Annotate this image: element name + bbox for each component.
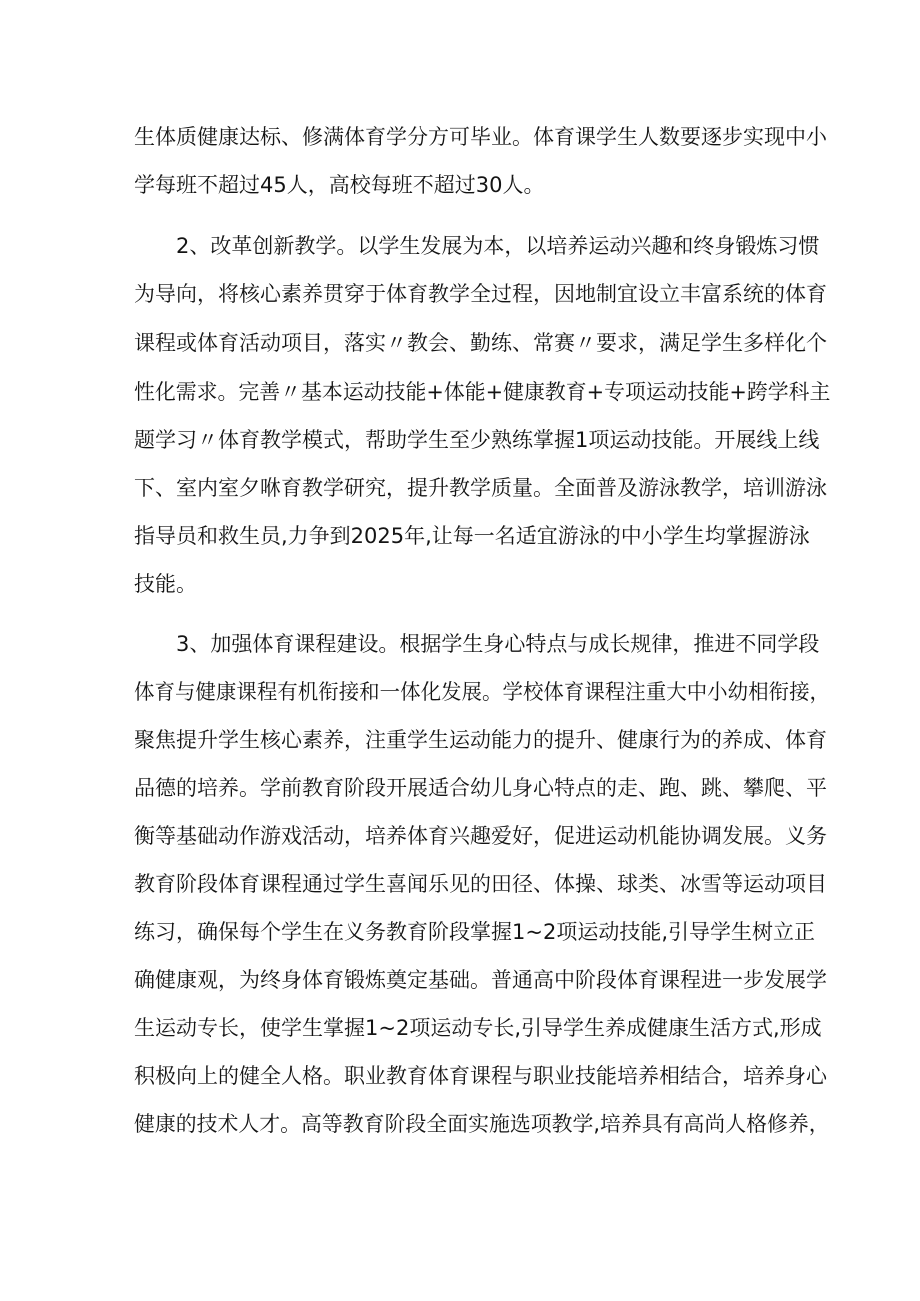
text-line: 积极向上的健全人格。职业教育体育课程与职业技能培养相结合，培养身心 bbox=[134, 1064, 827, 1088]
text-line: 指导员和救生员,力争到2025年,让每一名适宜游泳的中小学生均掌握游泳 bbox=[134, 524, 810, 548]
text-line: 聚焦提升学生核心素养，注重学生运动能力的提升、健康行为的养成、体育 bbox=[134, 728, 827, 752]
text-line: 衡等基础动作游戏活动，培养体育兴趣爱好，促进运动机能协调发展。义务 bbox=[134, 824, 827, 848]
text-line: 生运动专长，使学生掌握1~2项运动专长,引导学生养成健康生活方式,形成 bbox=[134, 1016, 822, 1040]
text-line: 性化需求。完善〃基本运动技能+体能+健康教育+专项运动技能+跨学科主 bbox=[134, 380, 831, 404]
text-line: 确健康观，为终身体育锻炼奠定基础。普通高中阶段体育课程进一步发展学 bbox=[134, 968, 827, 992]
text-line: 技能。 bbox=[134, 572, 197, 596]
paragraph-2-first-line: 2、改革创新教学。以学生发展为本，以培养运动兴趣和终身锻炼习惯 bbox=[176, 234, 820, 258]
text-line: 下、室内室夕咻育教学研究，提升教学质量。全面普及游泳教学，培训游泳 bbox=[134, 476, 827, 500]
text-line: 练习，确保每个学生在义务教育阶段掌握1~2项运动技能,引导学生树立正 bbox=[134, 920, 815, 944]
text-line: 题学习〃体育教学模式，帮助学生至少熟练掌握1项运动技能。开展线上线 bbox=[134, 428, 820, 452]
text-line: 学每班不超过45人，高校每班不超过30人。 bbox=[134, 173, 545, 197]
text-line: 健康的技术人才。高等教育阶段全面实施选项教学,培养具有高尚人格修养， bbox=[134, 1112, 830, 1136]
text-line: 生体质健康达标、修满体育学分方可毕业。体育课学生人数要逐步实现中小 bbox=[134, 125, 827, 149]
text-line: 体育与健康课程有机衔接和一体化发展。学校体育课程注重大中小幼相衔接， bbox=[134, 680, 831, 704]
text-line: 品德的培养。学前教育阶段开展适合幼儿身心特点的走、跑、跳、攀爬、平 bbox=[134, 776, 827, 800]
text-line: 课程或体育活动项目，落实〃教会、勤练、常赛〃要求，满足学生多样化个 bbox=[134, 331, 827, 355]
text-line: 教育阶段体育课程通过学生喜闻乐见的田径、体操、球类、冰雪等运动项目 bbox=[134, 872, 827, 896]
text-line: 为导向，将核心素养贯穿于体育教学全过程，因地制宜设立丰富系统的体育 bbox=[134, 282, 827, 306]
paragraph-3-first-line: 3、加强体育课程建设。根据学生身心特点与成长规律，推进不同学段 bbox=[176, 632, 820, 656]
